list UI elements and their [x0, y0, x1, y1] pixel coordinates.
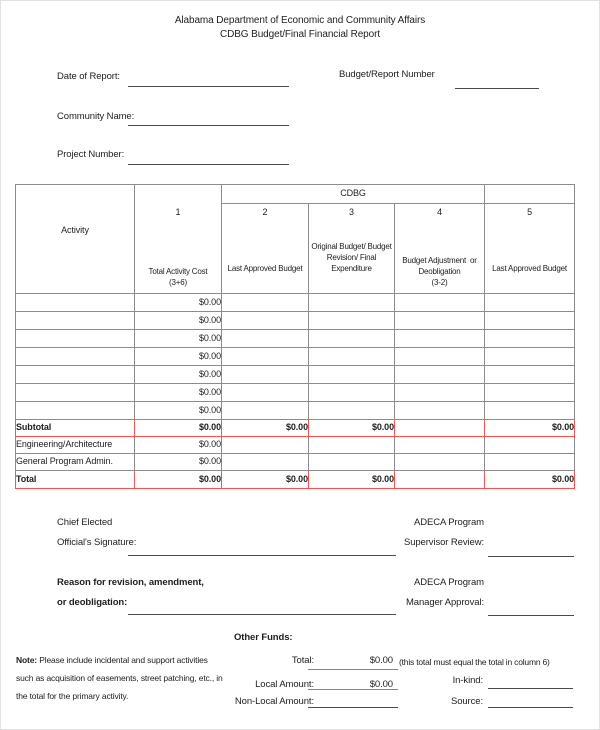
column-4-number: 4	[437, 207, 442, 217]
column-5-header: 5 Last Approved Budget	[485, 204, 575, 294]
activity-cell	[16, 348, 135, 366]
budget-row-3	[16, 330, 575, 348]
total-activity-cost-cell: $0.00	[135, 348, 222, 366]
budget-adjustment-cell	[395, 384, 485, 402]
local-amount-label: Local Amount:	[255, 679, 314, 690]
agency-name: Alabama Department of Economic and Community Affairs	[174, 15, 426, 26]
local-amount-line	[308, 689, 398, 690]
budget-row-1	[16, 294, 575, 312]
project-number-line	[128, 164, 289, 165]
in-kind-label: In-kind:	[452, 675, 483, 686]
chief-elected-label-line2: Official's Signature:	[57, 537, 137, 548]
budget-adjustment-cell	[395, 348, 485, 366]
budget-row-6	[16, 384, 575, 402]
budget-adjustment-cell	[395, 366, 485, 384]
form-name: CDBG Budget/Final Financial Report	[219, 29, 380, 40]
note-block	[16, 651, 226, 705]
activity-cell	[16, 294, 135, 312]
other-funds-total-value: $0.00	[369, 655, 393, 666]
other-funds-total-label: Total:	[291, 655, 314, 666]
community-name-label: Community Name:	[57, 111, 135, 122]
reason-label-line2: or deobligation:	[57, 597, 128, 608]
budget-report-number-line	[455, 88, 539, 89]
total-activity-cost-cell: $0.00	[135, 330, 222, 348]
admin-label: General Program Admin.	[16, 454, 135, 471]
budget-row-7	[16, 402, 575, 420]
supervisor-review-line	[488, 556, 574, 557]
budget-table	[15, 184, 575, 489]
document-title	[1, 14, 599, 42]
column-3-number: 3	[349, 207, 354, 217]
budget-adjustment-cell	[395, 312, 485, 330]
manager-label-line2: Manager Approval:	[405, 597, 484, 608]
community-name-line	[128, 125, 289, 126]
in-kind-line	[488, 688, 573, 689]
total-activity-cost-cell: $0.00	[135, 366, 222, 384]
column-1-number: 1	[175, 207, 181, 217]
activity-cell	[16, 312, 135, 330]
budget-adjustment-cell	[395, 294, 485, 312]
subtotal-row: Subtotal $0.00 $0.00 $0.00 $0.00	[16, 420, 575, 437]
date-of-report-line	[128, 86, 289, 87]
activity-column-header: Activity	[16, 185, 135, 294]
note-bold: Note:	[16, 655, 37, 665]
source-label: Source:	[450, 696, 483, 707]
activity-cell	[16, 402, 135, 420]
date-of-report-label: Date of Report:	[57, 71, 120, 82]
project-number-label: Project Number:	[57, 149, 125, 160]
non-local-amount-line	[308, 707, 398, 708]
note-text: Please include incidental and support activities such as acquisition of easements, street patching, etc., in the total for the primary activity.	[16, 655, 223, 701]
total-activity-cost-cell: $0.00	[135, 294, 222, 312]
header-top-right-empty-cell	[485, 185, 575, 204]
activity-cell	[16, 384, 135, 402]
column-1-header: 1 Total Activity Cost (3+6)	[135, 185, 222, 294]
total-activity-cost-cell: $0.00	[135, 312, 222, 330]
column-3-header: 3 Original Budget/ Budget Revision/ Final Expenditure	[309, 204, 395, 294]
total-label: Total	[16, 471, 135, 489]
manager-label-line1: ADECA Program	[414, 577, 484, 588]
general-program-admin-row: General Program Admin. $0.00	[16, 454, 575, 471]
subtotal-label: Subtotal	[16, 420, 135, 437]
reason-line	[128, 614, 396, 615]
total-activity-cost-cell: $0.00	[135, 384, 222, 402]
budget-report-number-label: Budget/Report Number	[339, 69, 435, 80]
chief-elected-signature-line	[128, 555, 396, 556]
activity-cell	[16, 330, 135, 348]
total-row: Total $0.00 $0.00 $0.00 $0.00	[16, 471, 575, 489]
other-funds-total-note: (this total must equal the total in column 6)	[399, 657, 550, 667]
source-line	[488, 707, 573, 708]
budget-adjustment-cell	[395, 402, 485, 420]
engineering-label: Engineering/Architecture	[16, 437, 135, 454]
other-funds-total-line	[308, 669, 398, 670]
column-2-header: 2 Last Approved Budget	[222, 204, 309, 294]
column-4-header: 4 Budget Adjustment or Deobligation (3-2)	[395, 204, 485, 294]
budget-row-2	[16, 312, 575, 330]
supervisor-label-line1: ADECA Program	[414, 517, 484, 528]
reason-label-line1: Reason for revision, amendment,	[57, 577, 204, 588]
local-amount-value: $0.00	[369, 679, 393, 690]
manager-approval-line	[488, 615, 574, 616]
activity-cell	[16, 366, 135, 384]
non-local-amount-label: Non-Local Amount:	[234, 696, 314, 707]
engineering-architecture-row: Engineering/Architecture $0.00	[16, 437, 575, 454]
other-funds-title: Other Funds:	[234, 632, 293, 643]
budget-row-5	[16, 366, 575, 384]
chief-elected-label-line1: Chief Elected	[57, 517, 113, 528]
budget-row-4	[16, 348, 575, 366]
total-activity-cost-cell: $0.00	[135, 402, 222, 420]
supervisor-label-line2: Supervisor Review:	[403, 537, 484, 548]
column-5-number: 5	[527, 207, 532, 217]
column-2-number: 2	[262, 207, 268, 217]
cdbg-group-header: CDBG	[222, 185, 485, 204]
budget-adjustment-cell	[395, 330, 485, 348]
